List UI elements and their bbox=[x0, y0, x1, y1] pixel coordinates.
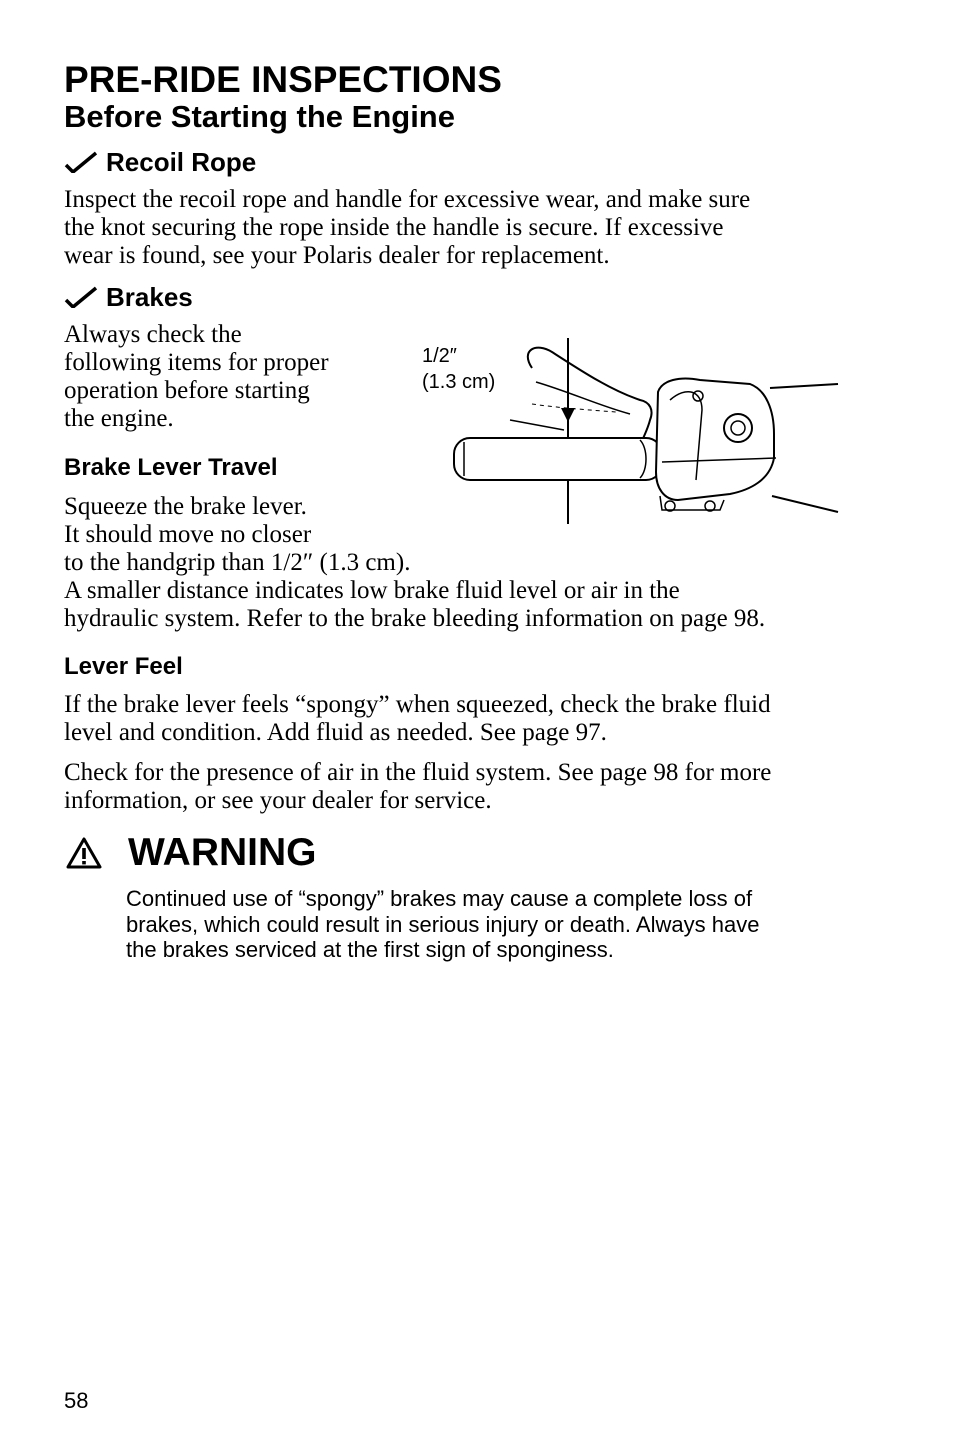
brake-lever-travel-text bbox=[64, 493, 894, 633]
text-line: It should move no closer bbox=[64, 521, 312, 548]
checkmark-icon bbox=[64, 151, 98, 173]
page-number: 58 bbox=[64, 1388, 89, 1413]
text-line: operation before starting bbox=[64, 377, 310, 404]
brakes-heading bbox=[64, 282, 193, 312]
brake-lever-travel-heading: Brake Lever Travel bbox=[64, 454, 278, 481]
warning-triangle-icon bbox=[66, 837, 102, 869]
brakes-intro bbox=[64, 321, 384, 433]
text-line: Always check the bbox=[64, 321, 242, 348]
warning-title: WARNING bbox=[128, 831, 317, 874]
text-line: Inspect the recoil rope and handle for excessive wear, and make sure bbox=[64, 186, 751, 213]
text-line: A smaller distance indicates low brake fluid level or air in the bbox=[64, 577, 680, 604]
text-line: Continued use of “spongy” brakes may cause a complete loss of bbox=[126, 886, 753, 911]
text-line: the brakes serviced at the first sign of sponginess. bbox=[126, 937, 614, 962]
recoil-rope-heading-text: Recoil Rope bbox=[106, 147, 257, 177]
text-line: following items for proper bbox=[64, 349, 329, 376]
warning-text bbox=[126, 886, 886, 963]
page-title: PRE-RIDE INSPECTIONS bbox=[64, 59, 502, 100]
text-line: Check for the presence of air in the fluid system. See page 98 for more bbox=[64, 759, 772, 786]
text-line: hydraulic system. Refer to the brake bleeding information on page 98. bbox=[64, 605, 766, 632]
figure-label-cm: (1.3 cm) bbox=[422, 371, 496, 393]
lever-feel-paragraph-1 bbox=[64, 691, 894, 747]
brakes-heading-text: Brakes bbox=[106, 282, 193, 312]
text-line: wear is found, see your Polaris dealer for replacement. bbox=[64, 242, 610, 269]
text-line: level and condition. Add fluid as needed. See page 97. bbox=[64, 719, 607, 746]
recoil-rope-heading bbox=[64, 147, 256, 177]
text-line: information, or see your dealer for service. bbox=[64, 787, 492, 814]
figure-label-inches: 1/2″ bbox=[422, 345, 457, 367]
text-line: the knot securing the rope inside the handle is secure. If excessive bbox=[64, 214, 724, 241]
lever-feel-heading: Lever Feel bbox=[64, 653, 183, 680]
lever-feel-paragraph-2 bbox=[64, 759, 894, 815]
text-line: If the brake lever feels “spongy” when squeezed, check the brake fluid bbox=[64, 691, 771, 718]
checkmark-icon bbox=[64, 286, 98, 308]
text-line: brakes, which could result in serious injury or death. Always have bbox=[126, 911, 760, 937]
warning-heading bbox=[66, 830, 317, 876]
text-line: Squeeze the brake lever. bbox=[64, 493, 307, 520]
text-line: the engine. bbox=[64, 405, 174, 432]
page-subtitle: Before Starting the Engine bbox=[64, 99, 455, 134]
text-line: to the handgrip than 1/2″ (1.3 cm). bbox=[64, 549, 411, 576]
recoil-rope-text bbox=[64, 186, 894, 270]
